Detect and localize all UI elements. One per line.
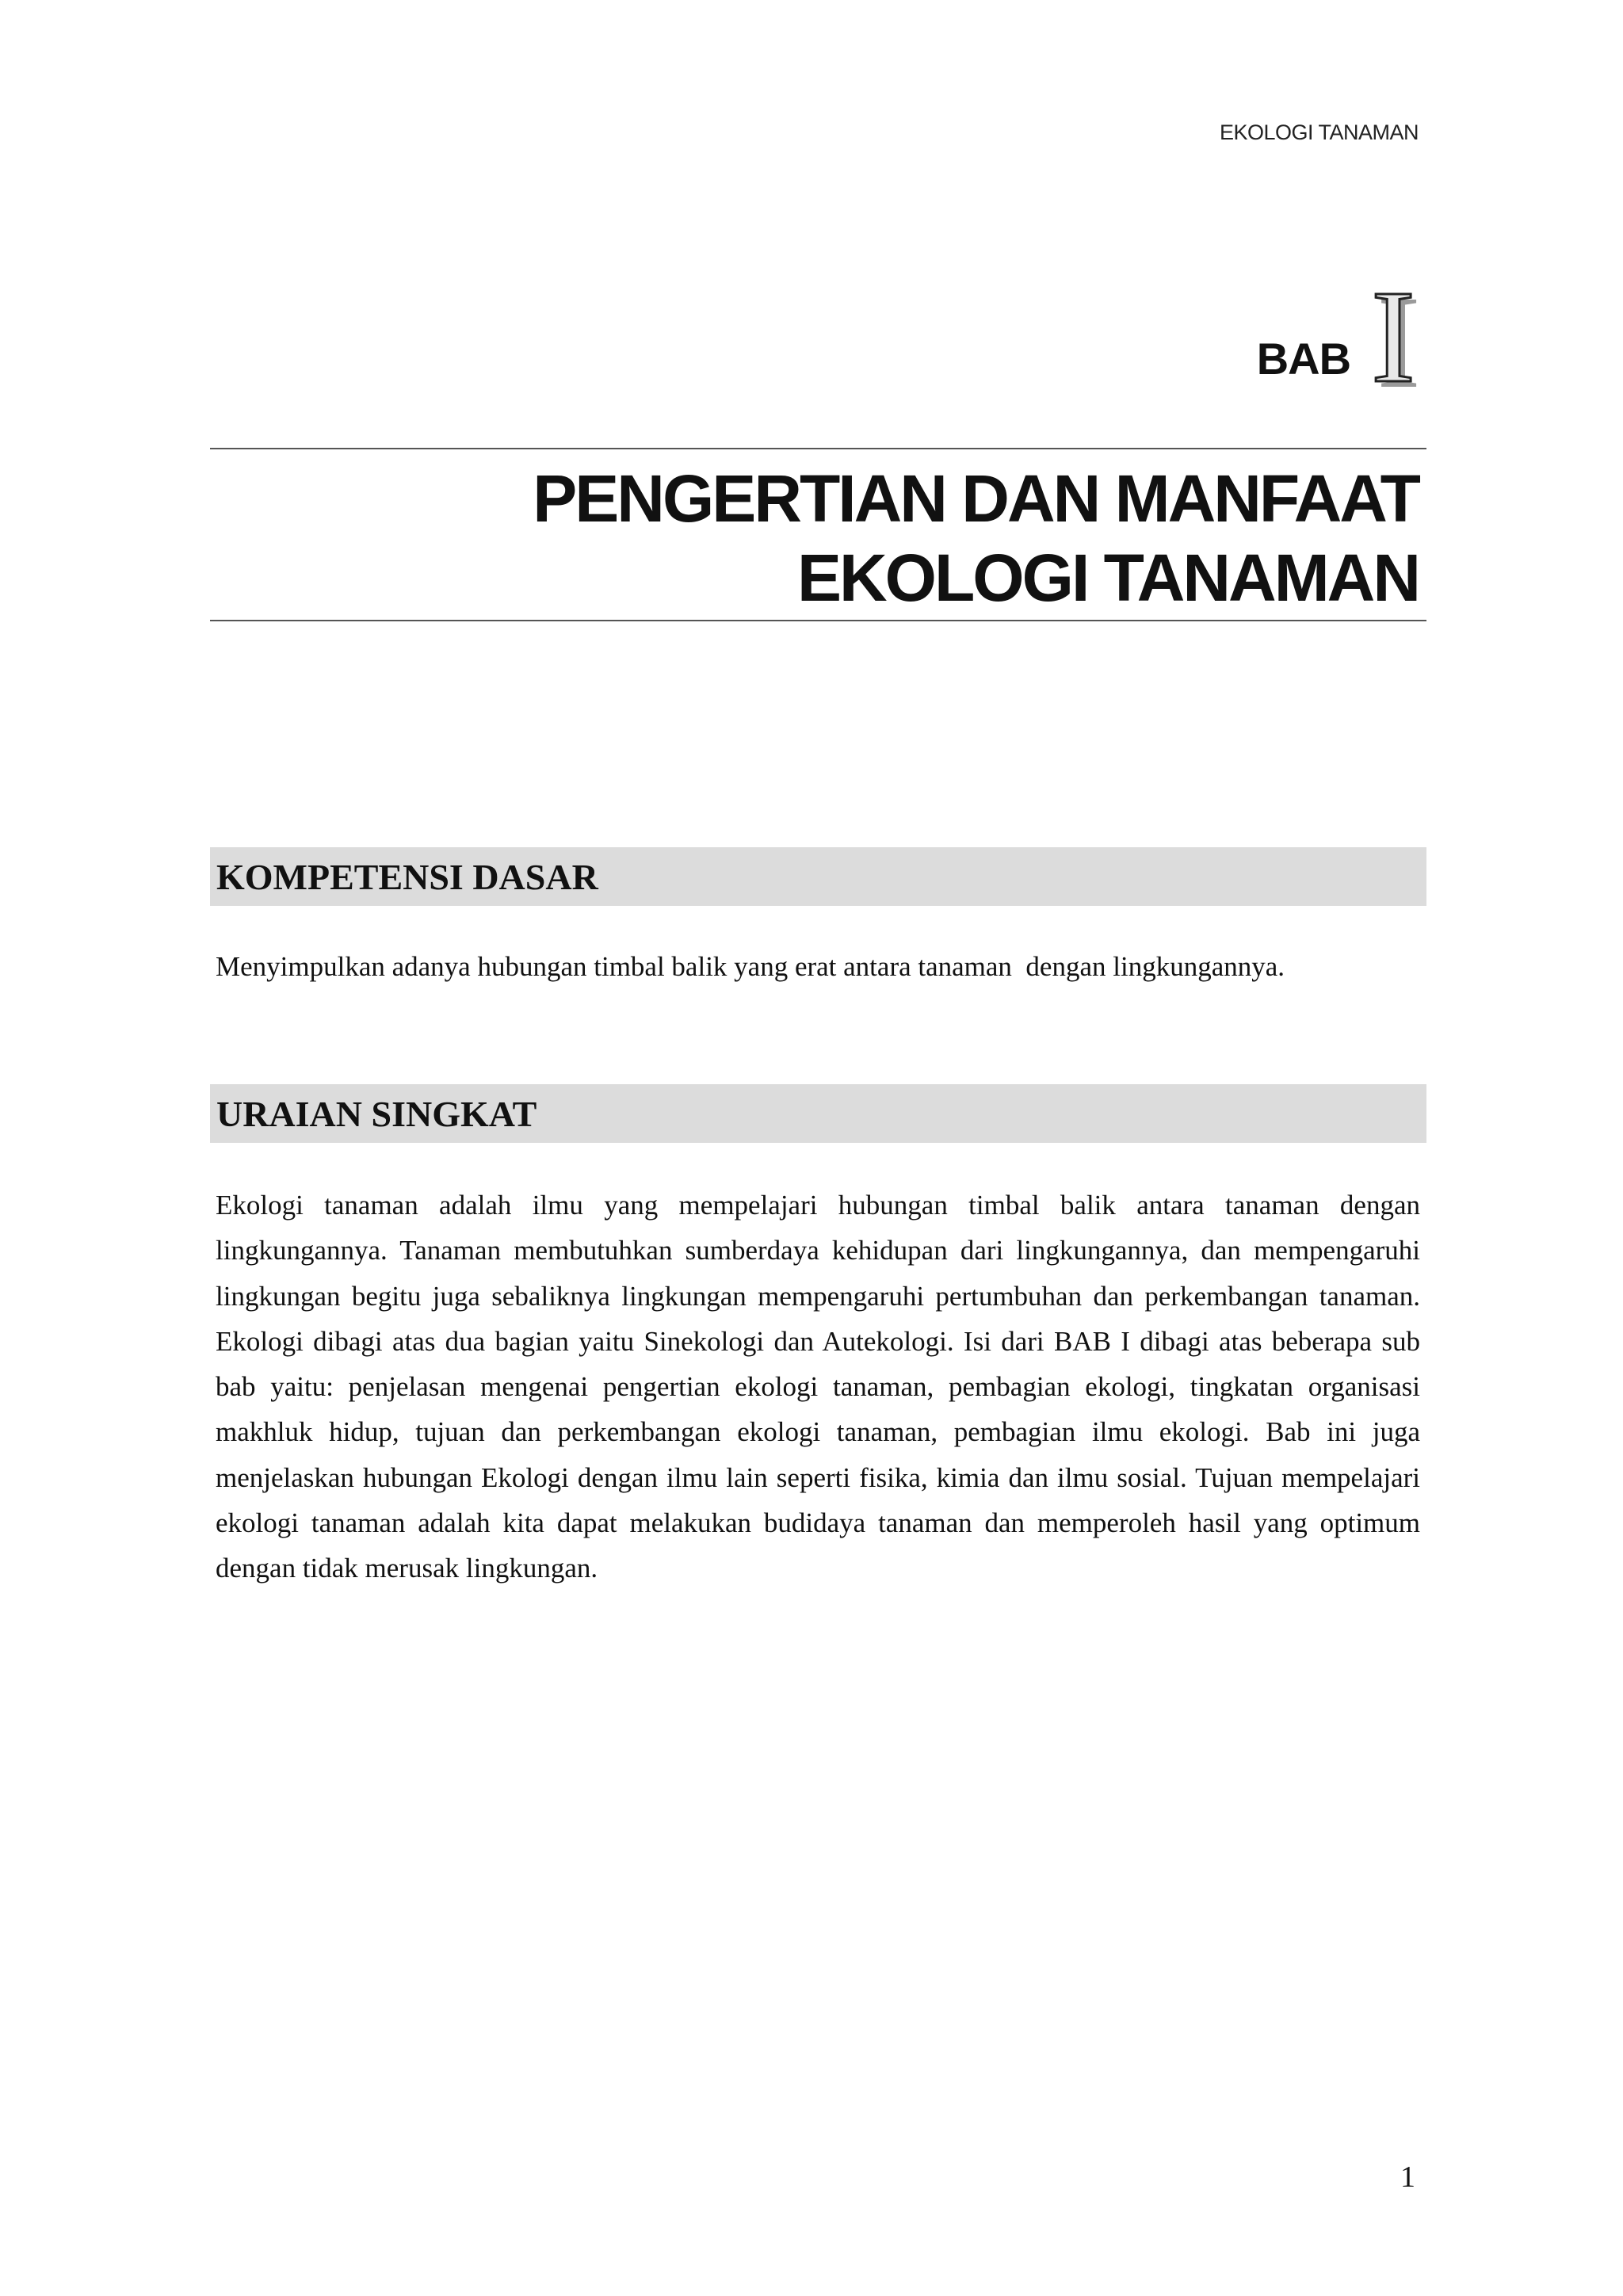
section-heading-uraian-singkat: URAIAN SINGKAT: [210, 1084, 1426, 1143]
running-header: EKOLOGI TANAMAN: [1219, 120, 1419, 144]
page-number: 1: [1400, 2160, 1415, 2194]
chapter-title-line-2: EKOLOGI TANAMAN: [796, 541, 1419, 615]
chapter-marker: [1256, 263, 1415, 411]
kompetensi-dasar-text: Menyimpulkan adanya hubungan timbal balik yang erat antara tanaman dengan lingkungannya.: [216, 951, 1285, 982]
chapter-numeral: I: [1371, 263, 1415, 411]
chapter-label: BAB: [1256, 334, 1351, 384]
chapter-title: [210, 448, 1426, 621]
uraian-singkat-paragraph: Ekologi tanaman adalah ilmu yang mempelajari hubungan timbal balik antara tanaman dengan lingkungannya. Tanaman membutuhkan sumberdaya kehidupan dari lingkungannya, dan mempengaruhi lingkungan begitu juga sebaliknya lingkungan mempengaruhi pertumbuhan dan perkembangan tanaman. Ekologi dibagi atas dua bagian yaitu Sinekologi dan Autekologi. Isi dari BAB I dibagi atas beberapa sub bab yaitu: penjelasan mengenai pengertian ekologi tanaman, pembagian ekologi, tingkatan organisasi makhluk hidup, tujuan dan perkembangan ekologi tanaman, pembagian ilmu ekologi. Bab ini juga menjelaskan hubungan Ekologi dengan ilmu lain seperti fisika, kimia dan ilmu sosial. Tujuan mempelajari ekologi tanaman adalah kita dapat melakukan budidaya tanaman dan memperoleh hasil yang optimum dengan tidak merusak lingkungan.: [216, 1190, 1420, 1584]
chapter-title-line-1: PENGERTIAN DAN MANFAAT: [533, 461, 1419, 536]
section-heading-kompetensi-dasar: KOMPETENSI DASAR: [210, 847, 1426, 906]
